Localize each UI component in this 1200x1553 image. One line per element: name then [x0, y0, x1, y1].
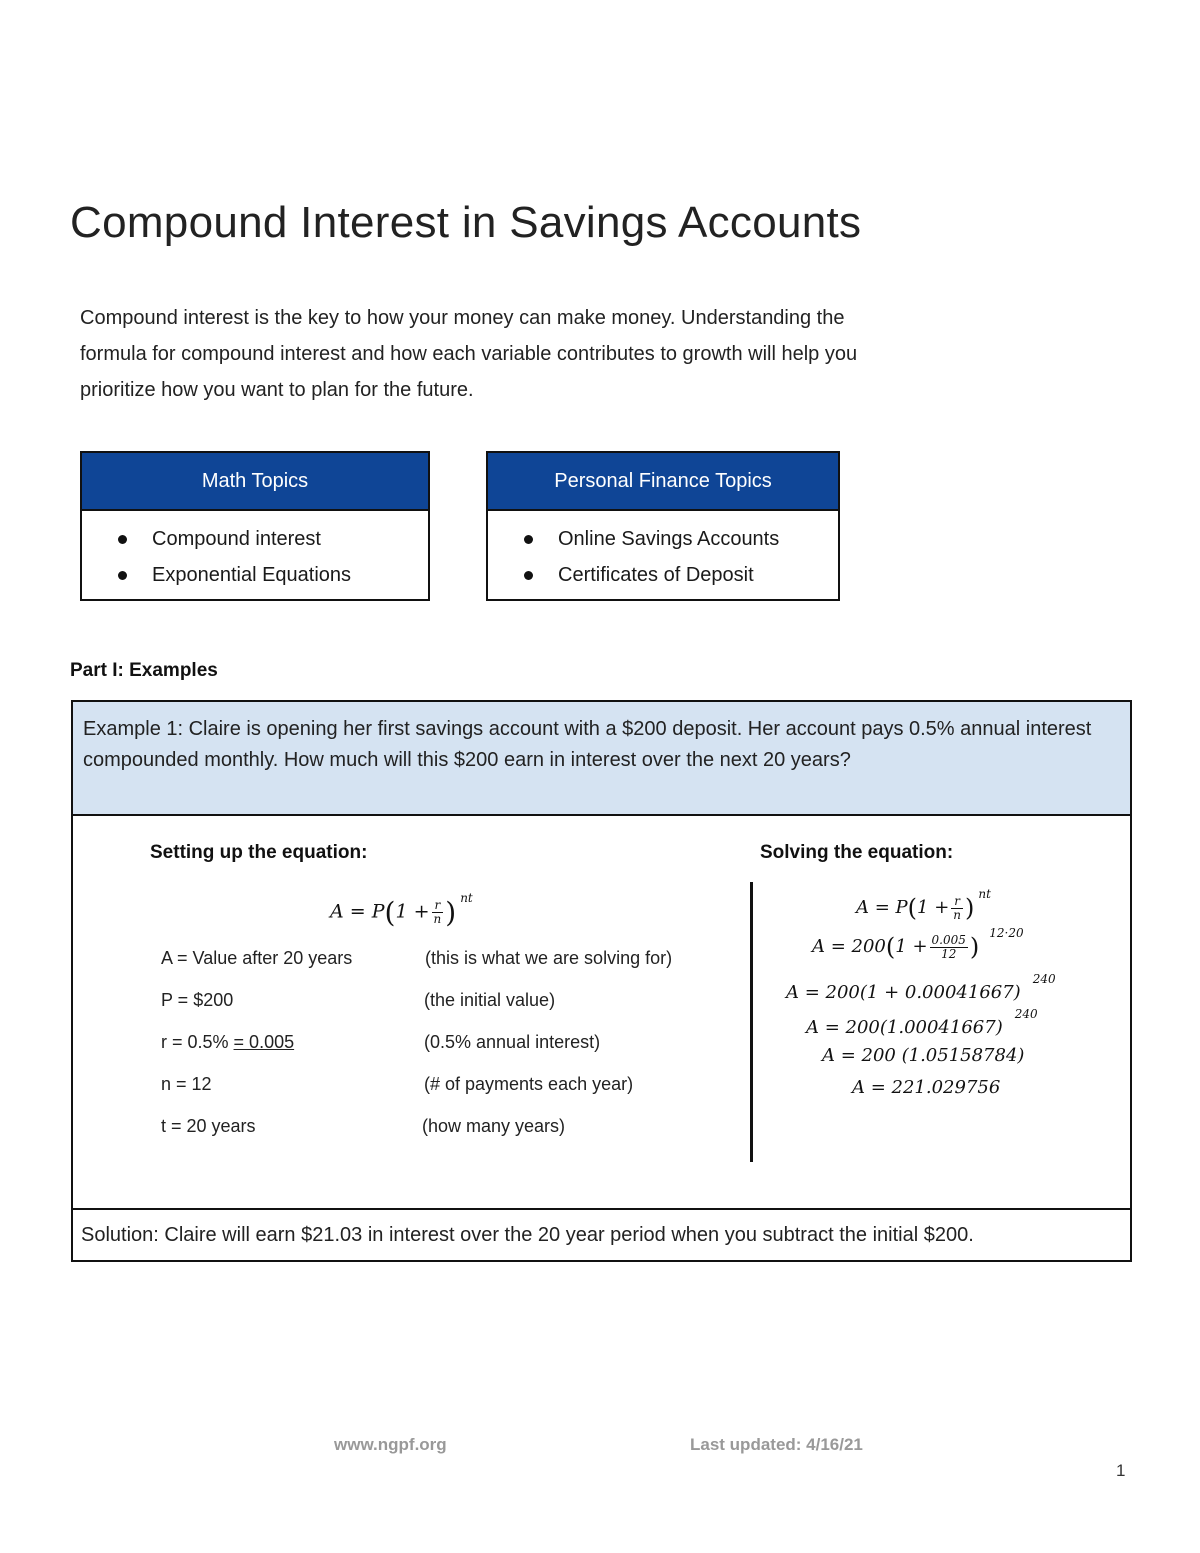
- fraction: [951, 895, 963, 922]
- finance-topics-list: [488, 521, 838, 593]
- section-heading: Part I: Examples: [70, 660, 218, 681]
- solve-step-4: [806, 1007, 1038, 1038]
- formula-one-plus: 1 +: [395, 900, 430, 923]
- solve-step-5: A = 200 (1.05158784): [822, 1045, 1025, 1066]
- fraction-numerator: 0.005: [931, 932, 966, 947]
- variable-note: (this is what we are solving for): [425, 948, 673, 968]
- fraction-numerator: r: [951, 895, 963, 909]
- variable-label: [161, 1032, 294, 1053]
- variable-label: A = Value after 20 years: [161, 948, 353, 968]
- variable-label-underlined: = 0.005: [233, 1032, 295, 1052]
- fraction-denominator: n: [953, 907, 962, 922]
- footer-url[interactable]: www.ngpf.org: [334, 1435, 447, 1454]
- solve-title: Solving the equation:: [760, 842, 954, 863]
- step-exponent: 12·20: [989, 926, 1024, 940]
- variable-note: (how many years): [422, 1116, 566, 1136]
- setup-formula: A = P(1 + $\frac{r}{n}$ ) $^{nt}$: [330, 891, 473, 929]
- math-topics-list: [82, 521, 428, 593]
- step-exponent: 240: [1032, 972, 1056, 986]
- variable-note: (the initial value): [424, 990, 556, 1010]
- fraction-denominator: 12: [941, 946, 957, 961]
- fraction: [432, 899, 444, 926]
- page-title: Compound Interest in Savings Accounts: [70, 198, 862, 247]
- step-text: A = 200(1.00041667): [806, 1017, 1003, 1038]
- column-divider: [750, 882, 753, 1162]
- step-exponent: nt: [978, 887, 991, 901]
- footer-updated: Last updated: 4/16/21: [690, 1435, 863, 1454]
- step-exponent: 240: [1014, 1007, 1038, 1021]
- variable-label: t = 20 years: [161, 1116, 256, 1136]
- step-lhs: A = P: [856, 897, 908, 918]
- finance-topics-header: Personal Finance Topics: [488, 453, 838, 511]
- formula-lhs: A = P: [330, 900, 385, 923]
- list-item: Exponential Equations: [152, 557, 428, 593]
- solve-step-3: [786, 972, 1056, 1003]
- solve-step-6: A = 221.029756: [852, 1077, 1001, 1098]
- variable-label-text: r = 0.5%: [161, 1032, 234, 1052]
- setup-title: Setting up the equation:: [150, 842, 368, 863]
- variable-label: P = $200: [161, 990, 234, 1010]
- step-one-plus: 1 +: [917, 897, 950, 918]
- intro-paragraph: Compound interest is the key to how your money can make money. Understanding the formula for compound interest and how each variable contributes to growth will help you prioritize how you want to plan for the future.: [80, 307, 858, 401]
- finance-topics-box: [486, 451, 840, 601]
- step-one-plus: 1 +: [895, 936, 928, 957]
- math-topics-box: [80, 451, 430, 601]
- fraction: [930, 934, 968, 961]
- variable-label: n = 12: [161, 1074, 212, 1094]
- example-prompt: Example 1: Claire is opening her first savings account with a $200 deposit. Her account pays 0.5% annual interest compounded monthly. How much will this $200 earn in interest over the next 20 years?: [73, 702, 1130, 816]
- fraction-denominator: n: [433, 912, 442, 926]
- step-text: A = 200(1 + 0.00041667): [786, 982, 1021, 1003]
- list-item: Certificates of Deposit: [558, 557, 838, 593]
- solve-step-2: A = 200(1 + $\frac{0.005}{12}$ ) $^{12\cdot 20}$: [812, 926, 1024, 961]
- step-lhs: A = 200: [812, 936, 886, 957]
- variable-note: (# of payments each year): [424, 1074, 634, 1094]
- math-topics-header: Math Topics: [82, 453, 428, 511]
- page-number: 1: [1116, 1461, 1126, 1480]
- list-item: Online Savings Accounts: [558, 521, 838, 557]
- fraction-numerator: r: [432, 899, 444, 913]
- list-item: Compound interest: [152, 521, 428, 557]
- solve-step-1: A = P(1 + $\frac{r}{n}$ ) $^{nt}$: [856, 887, 991, 922]
- formula-exponent: nt: [460, 891, 473, 906]
- variable-note: (0.5% annual interest): [424, 1032, 601, 1052]
- example-solution: Solution: Claire will earn $21.03 in interest over the 20 year period when you subtract the initial $200.: [73, 1208, 1130, 1260]
